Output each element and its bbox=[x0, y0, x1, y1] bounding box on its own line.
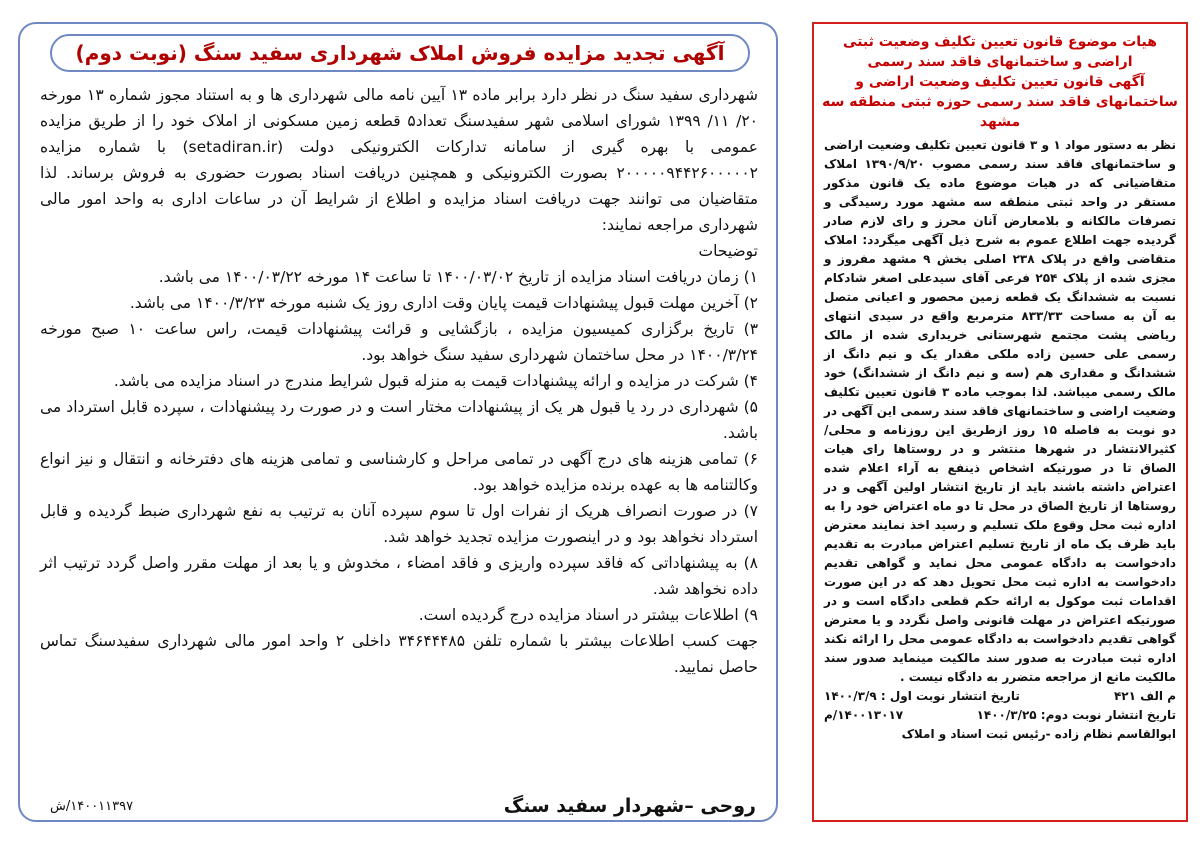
auction-item: ۸) به پیشنهاداتی که فاقد سپرده واریزی و فاقد امضاء ، مخدوش و یا بعد از مهلت مقرر واصل گردد ترتیب اثر داده نخواهد شد. bbox=[40, 554, 758, 598]
auction-item: ۱) زمان دریافت اسناد مزایده از تاریخ ۱۴۰۰/۰۳/۰۲ تا ساعت ۱۴ مورخه ۱۴۰۰/۰۳/۲۲ می باشد. bbox=[158, 268, 758, 286]
auction-ad-title: آگهی تجدید مزایده فروش املاک شهرداری سفید سنگ (نوبت دوم) bbox=[75, 41, 725, 65]
auction-item: ۹) اطلاعات بیشتر در اسناد مزایده درج گردیده است. bbox=[418, 606, 758, 624]
auction-ref-code: ۱۴۰۰۱۱۳۹۷/ش bbox=[50, 798, 134, 814]
auction-ad-body bbox=[40, 82, 758, 680]
notes-heading: توضیحات bbox=[698, 242, 758, 260]
contact-info: جهت کسب اطلاعات بیشتر با شماره تلفن ۳۴۶۴۴۴۸۵ داخلی ۲ واحد امور مالی شهرداری سفیدسنگ تماس حاصل نمایید. bbox=[40, 632, 758, 676]
auction-ad-title-box bbox=[50, 34, 750, 72]
auction-item: ۵) شهرداری در رد یا قبول هر یک از پیشنهادات مختار است و در صورت رد پیشنهادات ، سپرده قابل استرداد می باشد. bbox=[40, 398, 758, 442]
meta-row-first bbox=[824, 687, 1176, 706]
registration-code: م الف ۴۲۱ bbox=[1113, 689, 1176, 703]
registration-ad-body bbox=[814, 136, 1186, 687]
auction-signature: روحی –شهردار سفید سنگ bbox=[503, 795, 756, 817]
registration-meta bbox=[814, 687, 1186, 744]
auction-item: ۶) تمامی هزینه های درج آگهی در تمامی مراحل و کارشناسی و تمامی هزینه های دفترخانه و انتقال و نیز انواع وکالتنامه ها به عهده برنده مزایده خواهد بود. bbox=[40, 450, 758, 494]
registration-ad-header bbox=[814, 24, 1186, 136]
auction-intro: شهرداری سفید سنگ در نظر دارد برابر ماده ۱۳ آیین نامه مالی شهرداری ها و به استناد مجوز شماره ۱۳ مورخه ۲۰/ ۱۱/ ۱۳۹۹ شورای اسلامی شهر سفیدسنگ تعداد۵ قطعه زمین مسکونی از املاک خود را از طریق مزایده عمومی با بهره گیری از سامانه تدارکات الکترونیکی دولت (setadiran.ir) با شماره مزایده ۲۰۰۰۰۰۹۴۴۲۶۰۰۰۰۰۲ بصورت الکترونیکی و همچنین دریافت اسناد بصورت حضوری به فروش برساند. لذا متقاضیان می توانند جهت دریافت اسناد مزایده و اطلاع از شرایط آن در ساعات اداری به واحد امور مالی شهرداری مراجعه نمایند: bbox=[40, 86, 758, 234]
registration-header-line: آگهی قانون تعیین تکلیف وضعیت اراضی و ساختمانهای فاقد سند رسمی حوزه ثبتی منطقه سه مشهد bbox=[822, 74, 1178, 130]
auction-item: ۷) در صورت انصراف هریک از نفرات اول تا سوم سپرده آنان به ترتیب به نفع شهرداری ضبط گردیده و قابل استرداد نخواهد بود و در اینصورت مزایده تجدید خواهد شد. bbox=[40, 502, 758, 546]
auction-item: ۴) شرکت در مزایده و ارائه پیشنهادات قیمت به منزله قبول شرایط مندرج در اسناد مزایده می باشد. bbox=[113, 372, 758, 390]
auction-ad bbox=[18, 22, 778, 822]
registration-signer: ابوالقاسم نظام زاده -رئیس ثبت اسناد و املاک bbox=[901, 727, 1176, 741]
auction-item: ۳) تاریخ برگزاری کمیسیون مزایده ، بازگشایی و قرائت پیشنهادات قیمت، راس ساعت ۱۰ صبح مورخه ۱۴۰۰/۳/۲۴ در محل ساختمان شهرداری سفید سنگ خواهد بود. bbox=[40, 320, 759, 364]
auction-item: ۲) آخرین مهلت قبول پیشنهادات قیمت پایان وقت اداری روز یک شنبه مورخه ۱۴۰۰/۳/۲۳ می باشد. bbox=[129, 294, 758, 312]
registration-text: نظر به دستور مواد ۱ و ۳ قانون تعیین تکلیف وضعیت اراضی و ساختمانهای فاقد سند رسمی مصوب ۱۳۹۰/۹/۲۰ املاک متقاضیانی که در هیات موضوع ماده یک قانون مذکور مستقر در واحد ثبتی منطقه سه مشهد مورد رسیدگی و تصرفات مالکانه و بلامعارض آنان محرز و رای لازم صادر گردیده جهت اطلاع عموم به شرح ذیل آگهی میگردد: املاک متقاضی واقع در پلاک ۲۳۸ اصلی بخش ۹ مشهد مفروز و مجزی شده از پلاک ۲۵۴ فرعی آقای سیدعلی اصغر شادکام نسبت به ششدانگ یک قطعه زمین محصور و اعیانی متصل به آن به مساحت ۸۳۳/۳۳ مترمربع واقع در سیدی انتهای ریاضی پشت مجتمع شهرستانی خریداری شده از مالک رسمی علی حسین زاده ملکی مقدار یک و نیم دانگ از ششدانگ و مقداری هم (سه و نیم دانگ از ششدانگ) خود مالک رسمی میباشد. لذا بموجب ماده ۳ قانون تعیین تکلیف وضعیت اراضی و ساختمانهای فاقد سند رسمی این آگهی در دو نوبت به فاصله ۱۵ روز ازطریق این روزنامه و محلی/کثیرالانتشار در شهرها منتشر و در روستاها رای هیات الصاق تا در صورتیکه اشخاص ذینفع به آراء اعلام شده اعتراض داشته باشند باید از تاریخ انتشار اولین آگهی و در روستاها از تاریخ الصاق در محل تا دو ماه اعتراض خود را به اداره ثبت محل وقوع ملک تسلیم و رسید اخذ نمایند معترض باید ظرف یک ماه از تاریخ تسلیم اعتراض مبادرت به تقدیم دادخواست به دادگاه عمومی محل نماید و گواهی تقدیم دادخواست به اداره ثبت محل تحویل دهد که در این صورت اقدامات ثبت موکول به ارائه حکم قطعی دادگاه است و در صورتیکه اعتراض در مهلت قانونی واصل نگردد و یا معترض گواهی تقدیم دادخواست به دادگاه عمومی محل را ارائه نکند اداره ثبت مبادرت به صدور سند مالکیت مینماید صدور سند مالکیت مانع از مراجعه متضرر به دادگاه نیست . bbox=[824, 138, 1177, 684]
meta-row-second bbox=[824, 706, 1176, 725]
auction-ad-footer bbox=[50, 792, 756, 820]
first-publication-date: تاریخ انتشار نوبت اول : ۱۴۰۰/۳/۹ bbox=[824, 689, 1020, 703]
registration-ad bbox=[812, 22, 1188, 822]
second-publication-date: تاریخ انتشار نوبت دوم: ۱۴۰۰/۳/۲۵ bbox=[976, 708, 1176, 722]
registration-ref-code: ۱۴۰۰۱۳۰۱۷/م bbox=[824, 708, 904, 722]
registration-header-line: هیات موضوع قانون تعیین تکلیف وضعیت ثبتی اراضی و ساختمانهای فاقد سند رسمی bbox=[843, 34, 1157, 70]
